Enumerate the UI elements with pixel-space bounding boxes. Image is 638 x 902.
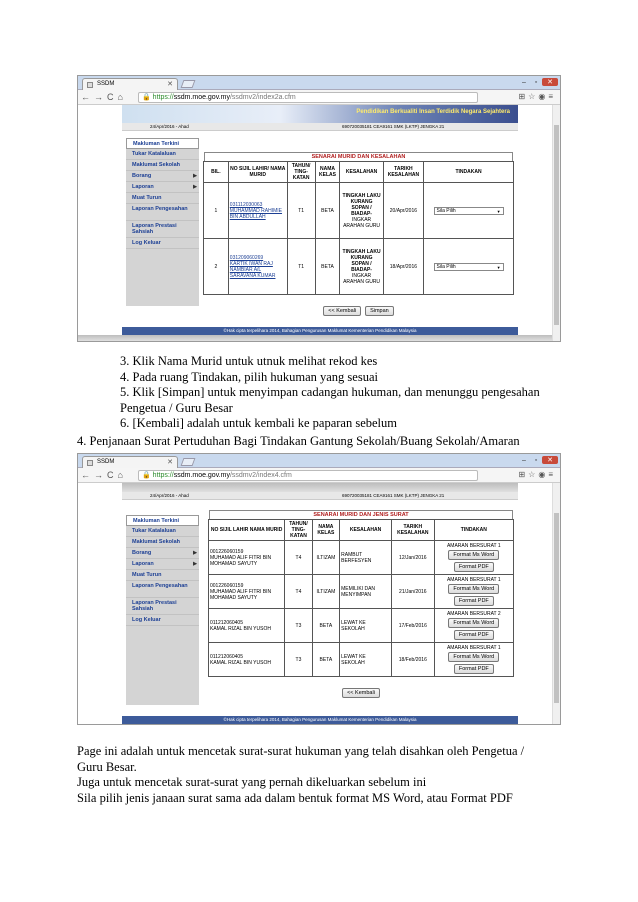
format-word-button[interactable]: Format Ms Word [448, 584, 499, 594]
cell-student [209, 643, 285, 677]
format-word-button[interactable]: Format Ms Word [448, 618, 499, 628]
address-bar[interactable] [138, 92, 478, 103]
sidebar-item-makluman[interactable]: Makluman Terkini [126, 138, 199, 149]
student-name: KAMAL RIZAL BIN YUSOH [210, 625, 271, 632]
sidebar-item-laporan[interactable] [126, 182, 199, 193]
chevron-right-icon: ▶ [193, 550, 197, 556]
cell-kelas: BETA [315, 183, 340, 239]
sidebar-item-laporan-pengesahan[interactable]: Laporan Pengesahan [126, 204, 199, 221]
offence-main: TINGKAH LAKU KURANG SOPAN / BIADAP- [342, 192, 381, 217]
chevron-right-icon: ▶ [193, 184, 197, 190]
url-scheme: https:// [152, 94, 174, 101]
offence-sub: INGKAR ARAHAN GURU [343, 216, 381, 229]
minimize-icon[interactable]: – [522, 79, 526, 86]
save-button[interactable]: Simpan [365, 306, 394, 316]
instruction-line: Pengetua / Guru Besar [120, 400, 233, 415]
browser-toolbar [78, 468, 560, 483]
cell-kelas: BETA [312, 643, 339, 677]
sidebar-item-laporan-prestasi[interactable]: Laporan Prestasi Sahsiah [126, 221, 199, 238]
chevron-right-icon: ▶ [193, 561, 197, 567]
table-row [209, 575, 514, 609]
chevron-right-icon: ▶ [193, 173, 197, 179]
cell-tahun: T3 [285, 643, 312, 677]
cell-tindakan [434, 643, 513, 677]
instruction-line: 6. [Kembali] adalah untuk kembali ke paparan sebelum [120, 416, 397, 431]
student-link[interactable] [228, 239, 287, 295]
cell-tahun: T4 [285, 575, 312, 609]
button-row [208, 681, 514, 699]
url-domain: ssdm.moe.gov.my [173, 472, 230, 479]
cell-kelas: ILTIZAM [312, 541, 339, 575]
cell-tarikh: 18/Feb/2016 [391, 643, 434, 677]
cell-tindakan [434, 541, 513, 575]
info-bar [122, 123, 518, 131]
table-row [204, 239, 514, 295]
sidebar [126, 515, 199, 705]
sijil-link[interactable]: 031112030063 [229, 201, 263, 208]
table-row [209, 643, 514, 677]
extension-icon[interactable]: ◉ [538, 92, 549, 101]
table-header-row [209, 520, 514, 541]
reload-icon[interactable]: C [107, 470, 118, 480]
col-header: TARIKH KESALAHAN [391, 520, 434, 541]
browser-screenshot-2 [77, 453, 561, 725]
section-title: SENARAI MURID DAN JENIS SURAT [209, 510, 513, 519]
offence-sub: INGKAR ARAHAN GURU [343, 272, 381, 285]
forward-arrow-icon[interactable]: → [94, 92, 107, 102]
sidebar-item-log-keluar[interactable]: Log Keluar [126, 238, 199, 249]
format-word-button[interactable]: Format Ms Word [448, 550, 499, 560]
tab-title: SSDM [97, 81, 115, 87]
student-name: MUHAMAD ALIF FITRI BIN MOHAMAD SAYUTY [210, 554, 272, 567]
url-domain: ssdm.moe.gov.my [173, 94, 230, 101]
sidebar-item-laporan-pengesahan[interactable]: Laporan Pengesahan [126, 581, 199, 598]
sidebar-item-label: Borang [132, 550, 152, 556]
reload-icon[interactable]: C [107, 92, 118, 102]
sidebar-item-tukar-katalaluan[interactable]: Tukar Katalaluan [126, 149, 199, 160]
toolbar-icons [518, 470, 556, 479]
user-info: 690720035181 CEA9161 SMK (LKTP) JENGKA 21 [342, 124, 445, 129]
format-pdf-button[interactable]: Format PDF [454, 630, 494, 640]
page-footer: ©Hak cipta terpelihara 2014, Bahagian Pengurusan Maklumat Kementerian Pendidikan Malaysia [122, 716, 518, 724]
cell-tindakan [424, 239, 514, 295]
info-bar [122, 492, 518, 500]
cell-tahun: T3 [285, 609, 312, 643]
sijil-number: 001226060159 [210, 582, 244, 589]
sidebar-item-tukar-katalaluan[interactable]: Tukar Katalaluan [126, 526, 199, 537]
cell-kesalahan: LEWAT KE SEKOLAH [340, 609, 392, 643]
col-header: TINDAKAN [424, 162, 514, 183]
cell-bil: 2 [204, 239, 229, 295]
letter-type: AMARAN BERSURAT 1 [446, 644, 501, 651]
url-scheme: https:// [152, 472, 174, 479]
browser-screenshot-1 [77, 75, 561, 342]
instruction-line: 5. Klik [Simpan] untuk menyimpan cadangan hukuman, dan menunggu pengesahan [120, 385, 540, 400]
format-pdf-button[interactable]: Format PDF [454, 562, 494, 572]
col-header: TAHUN/ TING- KATAN [285, 520, 312, 541]
dropdown-caret-icon: ▼ [496, 264, 501, 270]
paragraph-line: Page ini adalah untuk mencetak surat-surat hukuman yang telah disahkan oleh Pengetua / [77, 744, 525, 758]
new-tab-button[interactable] [181, 458, 196, 466]
cell-kelas: BETA [315, 239, 340, 295]
browser-toolbar [78, 90, 560, 105]
cell-tarikh: 18/Apr/2016 [383, 239, 423, 295]
page-footer: ©Hak cipta terpelihara 2014, Bahagian Pengurusan Maklumat Kementerian Pendidikan Malaysia [122, 327, 518, 335]
col-header: TARIKH KESALAHAN [383, 162, 423, 183]
sidebar-item-borang[interactable] [126, 171, 199, 182]
sidebar-item-laporan[interactable] [126, 559, 199, 570]
col-header: TAHUN/ TING- KATAN [287, 162, 315, 183]
sidebar-item-muat-turun[interactable]: Muat Turun [126, 193, 199, 204]
back-arrow-icon[interactable]: ← [81, 470, 94, 480]
toolbar-icons [518, 92, 556, 101]
format-pdf-button[interactable]: Format PDF [454, 664, 494, 674]
student-name: MUHAMAD ALIF FITRI BIN MOHAMAD SAYUTY [210, 588, 272, 601]
name-link[interactable]: MUHAMMAD RAHIMIE BIN ABDULLAH [229, 207, 283, 220]
tab-bar [78, 454, 560, 468]
instruction-line: 3. Klik Nama Murid untuk utnuk melihat rekod kes [120, 354, 378, 368]
close-tab-icon[interactable]: ✕ [167, 81, 173, 88]
star-icon[interactable]: ☆ [528, 470, 539, 479]
window-controls [518, 78, 558, 86]
star-icon[interactable]: ☆ [528, 92, 539, 101]
forward-arrow-icon[interactable]: → [94, 470, 107, 480]
url-path: /ssdmv2/index2a.cfm [229, 94, 296, 101]
top-shade [122, 483, 518, 492]
sijil-link[interactable]: 031209060269 [229, 254, 264, 261]
page-viewport [78, 105, 560, 341]
student-link[interactable] [228, 183, 287, 239]
sidebar-item-maklumat-sekolah[interactable]: Maklumat Sekolah [126, 537, 199, 548]
table-row [209, 541, 514, 575]
extension-icon[interactable]: ◉ [538, 470, 549, 479]
instruction-line: 4. Pada ruang Tindakan, pilih hukuman yang sesuai [120, 369, 378, 384]
select-value: Sila Pilih [436, 263, 456, 270]
sijil-number: 011212060405 [210, 619, 243, 626]
paragraph-line: Sila pilih jenis janaan surat sama ada dalam bentuk format MS Word, atau Format PDF [77, 790, 513, 805]
action-select[interactable] [434, 263, 504, 271]
page-viewport [78, 483, 560, 724]
close-tab-icon[interactable]: ✕ [167, 459, 173, 466]
nav-buttons [81, 470, 127, 480]
main-content [208, 510, 514, 699]
maximize-icon[interactable]: ▫ [534, 79, 538, 86]
maximize-icon[interactable]: ▫ [534, 457, 538, 464]
cell-tindakan [424, 183, 514, 239]
scrollbar-thumb[interactable] [554, 513, 559, 703]
browser-tab[interactable] [82, 456, 178, 468]
cell-student [209, 575, 285, 609]
cell-kelas: BETA [312, 609, 339, 643]
date-label: 24/Apr/2016 - Ahad [150, 493, 189, 498]
cell-tarikh: 21/Jan/2016 [391, 575, 434, 609]
menu-icon[interactable]: ≡ [548, 92, 556, 101]
table-row [209, 609, 514, 643]
offence-main: TINGKAH LAKU KURANG SOPAN / BIADAP- [342, 248, 381, 273]
col-header: NO SIJIL LAHIR NAMA MURID [209, 520, 285, 541]
col-header: KESALAHAN [340, 520, 392, 541]
cell-kesalahan: LEWAT KE SEKOLAH [340, 643, 392, 677]
cell-kesalahan [340, 183, 383, 239]
table-header-row [204, 162, 514, 183]
sijil-number: 001226060159 [210, 548, 244, 555]
cell-student [209, 609, 285, 643]
sidebar-item-maklumat-sekolah[interactable]: Maklumat Sekolah [126, 160, 199, 171]
cell-tarikh: 17/Feb/2016 [391, 609, 434, 643]
back-button[interactable]: << Kembali [323, 306, 361, 316]
cell-tahun: T1 [287, 183, 315, 239]
favicon-icon [87, 460, 93, 466]
cell-tahun: T1 [287, 239, 315, 295]
paragraph-line: Guru Besar. [77, 759, 137, 774]
cell-tarikh: 20/Apr/2016 [383, 183, 423, 239]
col-header: BIL. [204, 162, 229, 183]
scrollbar-thumb[interactable] [554, 125, 559, 325]
format-pdf-button[interactable]: Format PDF [454, 596, 494, 606]
new-tab-button[interactable] [181, 80, 196, 88]
col-header: NAMA KELAS [312, 520, 339, 541]
select-value: Sila Pilih [436, 207, 456, 214]
lock-icon: 🔒 [142, 94, 151, 101]
cell-tindakan [434, 609, 513, 643]
dropdown-caret-icon: ▼ [496, 208, 501, 214]
tab-title: SSDM [97, 459, 115, 465]
ssdm-app [122, 483, 518, 724]
vertical-scrollbar[interactable] [552, 105, 560, 341]
home-icon[interactable]: ⌂ [117, 92, 127, 102]
button-row [203, 299, 514, 317]
cell-kesalahan [340, 239, 383, 295]
sidebar-item-laporan-prestasi[interactable]: Laporan Prestasi Sahsiah [126, 598, 199, 615]
sidebar-item-log-keluar[interactable]: Log Keluar [126, 615, 199, 626]
vertical-scrollbar[interactable] [552, 483, 560, 724]
translate-icon[interactable]: ⊞ [518, 92, 529, 101]
tab-bar [78, 76, 560, 90]
sidebar-item-muat-turun[interactable]: Muat Turun [126, 570, 199, 581]
minimize-icon[interactable]: – [522, 457, 526, 464]
sidebar-item-label: Laporan [132, 561, 154, 567]
bottom-shade [78, 335, 560, 341]
section-title: SENARAI MURID DAN KESALAHAN [204, 152, 513, 161]
student-offence-table [203, 161, 514, 295]
close-window-icon[interactable]: ✕ [542, 456, 558, 464]
translate-icon[interactable]: ⊞ [518, 470, 529, 479]
letter-table [208, 519, 514, 677]
sijil-number: 011212060405 [210, 653, 243, 660]
col-header: NO SIJIL LAHIR/ NAMA MURID [228, 162, 287, 183]
date-label: 24/Apr/2016 - Ahad [150, 124, 189, 129]
close-window-icon[interactable]: ✕ [542, 78, 558, 86]
letter-type: AMARAN BERSURAT 1 [446, 542, 501, 549]
cell-tahun: T4 [285, 541, 312, 575]
user-info: 690720035181 CEA9161 SMK (LKTP) JENGKA 21 [342, 493, 445, 498]
letter-type: AMARAN BERSURAT 1 [446, 576, 501, 583]
col-header: KESALAHAN [340, 162, 383, 183]
nav-buttons [81, 92, 127, 102]
name-link[interactable]: KARTIK IWAN RAJ NAMBIAR A/L SARAVANA KUMAR [229, 260, 276, 279]
menu-icon[interactable]: ≡ [548, 470, 556, 479]
letter-type: AMARAN BERSURAT 2 [446, 610, 501, 617]
cell-tindakan [434, 575, 513, 609]
url-path: /ssdmv2/index4.cfm [229, 472, 292, 479]
student-name: KAMAL RIZAL BIN YUSOH [210, 659, 271, 666]
cell-kesalahan: MEMILIKI DAN MENYIMPAN [340, 575, 392, 609]
main-content [203, 152, 514, 317]
col-header: NAMA KELAS [315, 162, 340, 183]
table-row [204, 183, 514, 239]
browser-tab[interactable] [82, 78, 178, 90]
cell-tarikh: 12/Jan/2016 [391, 541, 434, 575]
back-arrow-icon[interactable]: ← [81, 92, 94, 102]
instructions-list [120, 354, 540, 432]
cell-kesalahan: RAMBUT BERFESYEN [340, 541, 392, 575]
back-button[interactable]: << Kembali [342, 688, 380, 698]
address-bar[interactable] [138, 470, 478, 481]
ssdm-app [122, 105, 518, 341]
description-paragraph [77, 744, 524, 806]
format-word-button[interactable]: Format Ms Word [448, 652, 499, 662]
cell-bil: 1 [204, 183, 229, 239]
paragraph-line: Juga untuk mencetak surat-surat yang pernah dikeluarkan sebelum ini [77, 775, 427, 790]
col-header: TINDAKAN [434, 520, 513, 541]
banner-text: Pendidikan Berkualiti Insan Terdidik Negara Sejahtera [356, 109, 510, 115]
section-heading-4: 4. Penjanaan Surat Pertuduhan Bagi Tindakan Gantung Sekolah/Buang Sekolah/Amaran [77, 434, 520, 448]
sidebar [126, 138, 199, 306]
home-icon[interactable]: ⌂ [117, 470, 127, 480]
cell-kelas: ILTIZAM [312, 575, 339, 609]
lock-icon: 🔒 [142, 472, 151, 479]
sidebar-item-borang[interactable] [126, 548, 199, 559]
sidebar-item-label: Laporan [132, 184, 154, 190]
sidebar-item-makluman[interactable]: Makluman Terkini [126, 515, 199, 526]
banner [122, 105, 518, 123]
action-select[interactable] [434, 207, 504, 215]
favicon-icon [87, 82, 93, 88]
cell-student [209, 541, 285, 575]
sidebar-item-label: Borang [132, 173, 152, 179]
window-controls [518, 456, 558, 464]
